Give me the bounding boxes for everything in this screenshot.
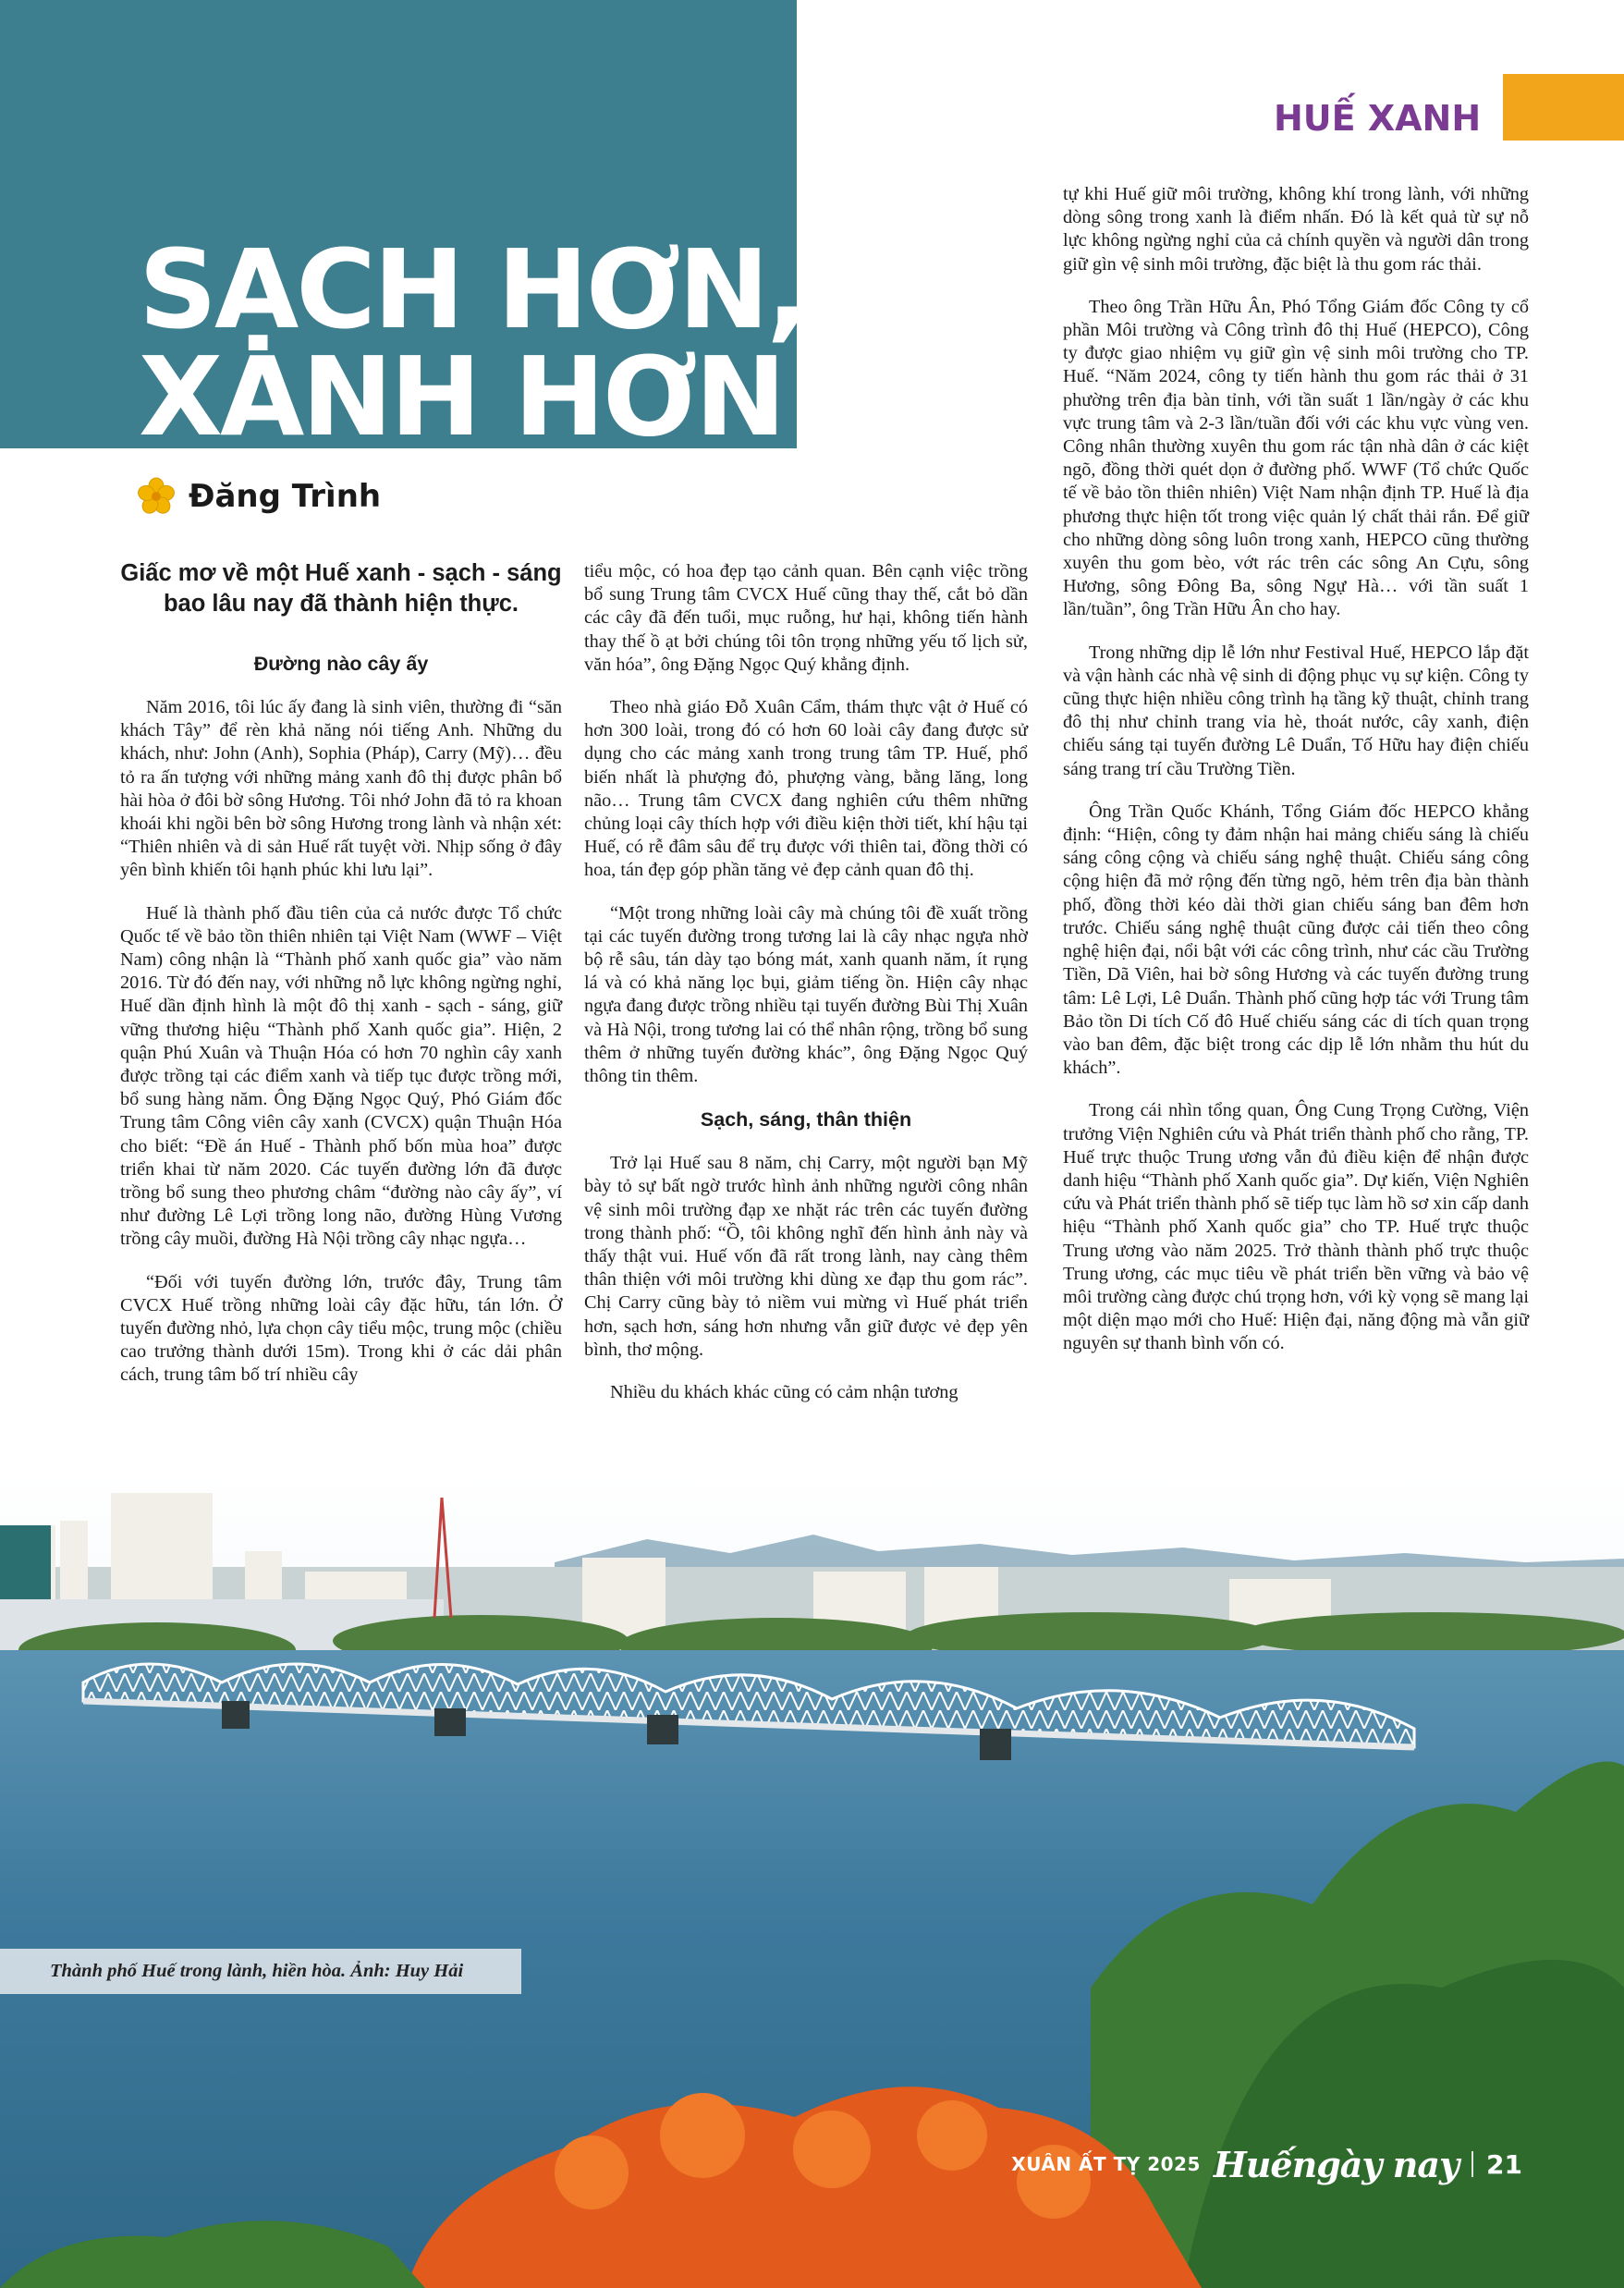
paragraph: Năm 2016, tôi lúc ấy đang là sinh viên, thường đi “săn khách Tây” để rèn khả năng nói tiếng Anh. Những du khách, như: John (Anh), Sophia (Pháp), Carry (Mỹ)… đều tỏ ra ấn tượng với những mảng xanh đô thị được phân bổ hài hòa ở đôi bờ sông Hương. Tôi nhớ John đã tỏ ra khoan khoái khi ngồi bên bờ sông Hương trong lành và nhận xét: “Thiên nhiên và di sản Huế rất tuyệt vời. Nhịp sống ở đây yên bình khiến tôi hạnh phúc khi lưu lại”.: [120, 697, 562, 881]
page-footer: [1011, 2141, 1522, 2187]
footer-divider: [1471, 2151, 1473, 2177]
paragraph: Nhiều du khách khác cũng có cảm nhận tương: [610, 1382, 959, 1403]
article-column-2: [584, 560, 1028, 1424]
subheading-sach-sang-than-thien: Sạch, sáng, thân thiện: [700, 1108, 912, 1132]
section-tag: HUẾ XANH: [1274, 98, 1482, 139]
photo-caption-text: Thành phố Huế trong lành, hiền hòa. Ảnh: Huy Hải: [50, 1961, 464, 1981]
article-title: [139, 226, 806, 460]
paragraph: Theo nhà giáo Đỗ Xuân Cẩm, thám thực vật ở Huế có hơn 300 loài, trong đó có hơn 60 loài cây đang được sử dụng cho các mảng xanh trong trung tâm TP. Huế, phổ biến nhất là phượng đỏ, phượng vàng, bằng lăng, long não… Trung tâm CVCX đang nghiên cứu thêm những chủng loại cây thích hợp với điều kiện thời tiết, khí hậu tại Huế, có rễ đâm sâu để trụ được với thiên tai, đồng thời có hoa, tán đẹp góp phần tăng vẻ đẹp cảnh quan đô thị.: [584, 697, 1028, 881]
paragraph: “Đối với tuyến đường lớn, trước đây, Trung tâm CVCX Huế trồng những loài cây đặc hữu, tán lớn. Ở tuyến đường nhỏ, lựa chọn cây tiểu mộc, trung mộc (chiều cao trưởng thành dưới 15m). Trong khi ở các dải phân cách, trung tâm bố trí nhiều cây: [120, 1271, 562, 1386]
paragraph: tự khi Huế giữ môi trường, không khí trong lành, với những dòng sông trong xanh là điểm nhấn. Đó là kết quả từ sự nỗ lực không ngừng nghỉ của cả chính quyền và người dân trong giữ gìn vệ sinh môi trường, đặc biệt là thu gom rác thải.: [1063, 184, 1529, 275]
paragraph: Huế là thành phố đầu tiên của cả nước được Tổ chức Quốc tế về bảo tồn thiên nhiên tại Việt Nam (WWF – Việt Nam) công nhận là “Thành phố xanh quốc gia” vào năm 2016. Từ đó đến nay, với những nỗ lực không ngừng nghỉ, Huế dần định hình là một đô thị xanh - sạch - sáng, giữ vững thương hiệu “Thành phố Xanh quốc gia”. Hiện, 2 quận Phú Xuân và Thuận Hóa có hơn 70 nghìn cây xanh được trồng tại các điểm xanh và tiếp tục được trồng mới, bổ sung hàng năm. Ông Đặng Ngọc Quý, Phó Giám đốc Trung tâm Công viên cây xanh (CVCX) quận Thuận Hóa cho biết: “Đề án Huế - Thành phố bốn mùa hoa” được triển khai từ năm 2020. Các tuyến đường lớn đã được trồng bổ sung theo phương châm “đường nào cây ấy”, ví như đường Lê Lợi trồng long não, đường Hùng Vương trồng cây muồi, đường Hà Nội trồng cây nhạc ngựa…: [120, 902, 562, 1250]
paragraph: “Một trong những loài cây mà chúng tôi đề xuất trồng tại các tuyến đường trong tương lai là cây nhạc ngựa nhờ bộ rễ sâu, tán dày tạo bóng mát, xanh quanh năm, ít rụng lá và có khả năng lọc bụi, giảm tiếng ồn. Hiện cây nhạc ngựa đang được trồng nhiều tại tuyến đường Bùi Thị Xuân và Hà Nội, trong tương lai có thể nhân rộng, trồng bổ sung thêm ở những tuyến đường khác”, ông Đặng Ngọc Quý thông tin thêm.: [584, 902, 1028, 1087]
magazine-brand: Huếngày nay: [1213, 2143, 1459, 2185]
paragraph: tiểu mộc, có hoa đẹp tạo cảnh quan. Bên cạnh việc trồng bổ sung Trung tâm CVCX Huế cũng thay thế, cắt bỏ dần các cây đã đến tuổi, mục ruỗng, hư hại, không tiến hành thay thế ồ ạt bởi chúng tôi tôn trọng những yếu tố lịch sử, văn hóa”, ông Đặng Ngọc Quý khẳng định.: [584, 561, 1028, 675]
byline: [137, 475, 381, 518]
paragraph: Trong những dịp lễ lớn như Festival Huế, HEPCO lắp đặt và vận hành các nhà vệ sinh di động phục vụ sự kiện. Công ty cũng thực hiện nhiều công trình hạ tầng kỹ thuật, chỉnh trang đô thị như chỉnh trang vỉa hè, thoát nước, cây xanh, điện chiếu sáng tại tuyến đường Lê Duẩn, Tố Hữu hay điện chiếu sáng trang trí cầu Trường Tiền.: [1063, 642, 1529, 779]
photo-caption: [0, 1949, 521, 1994]
author-name: Đăng Trình: [189, 478, 382, 515]
section-accent-bar: [1503, 74, 1624, 141]
title-line-1: SẠCH HƠN,: [139, 226, 806, 353]
flower-icon: [137, 477, 176, 516]
paragraph: Trong cái nhìn tổng quan, Ông Cung Trọng Cường, Viện trưởng Viện Nghiên cứu và Phát triển thành phố cho rằng, TP. Huế trực thuộc Trung ương vẫn đủ điều kiện để nhận được danh hiệu “Thành phố Xanh quốc gia”. Dự kiến, Viện Nghiên cứu và Phát triển thành phố sẽ tiếp tục làm hồ sơ xin cấp danh hiệu “Thành phố Xanh quốc gia” cho TP. Huế trực thuộc Trung ương vào năm 2025. Trở thành thành phố trực thuộc Trung ương, các mục tiêu về phát triển bền vững và bảo vệ môi trường càng được chú trọng hơn, với kỳ vọng sẽ mang lại một diện mạo mới cho Huế: Hiện đại, năng động mà vẫn giữ nguyên sự thanh bình vốn có.: [1063, 1100, 1529, 1354]
paragraph: Ông Trần Quốc Khánh, Tổng Giám đốc HEPCO khẳng định: “Hiện, công ty đảm nhận hai mảng chiếu sáng là chiếu sáng công cộng và chiếu sáng nghệ thuật. Chiếu sáng công cộng hiện đã mở rộng đến từng ngõ, hẻm trên địa bàn thành phố, đồng thời kéo dài thời gian chiếu sáng ban đêm hơn trước. Chiếu sáng nghệ thuật cũng được cải tiến theo công nghệ hiện đại, nổi bật với các công trình, như các cầu Trường Tiền, Dã Viên, hai bờ sông Hương và các tuyến đường trung tâm: Lê Lợi, Lê Duẩn. Thành phố cũng hợp tác với Trung tâm Bảo tồn Di tích Cố đô Huế chiếu sáng các di tích quan trọng vào ban đêm, đặc biệt trong các dịp lễ lớn nhằm thu hút du khách”.: [1063, 801, 1529, 1079]
title-line-2: XANH HƠN: [139, 332, 784, 460]
article-column-3: [1063, 183, 1529, 1376]
paragraph: Theo ông Trần Hữu Ân, Phó Tổng Giám đốc Công ty cổ phần Môi trường và Công trình đô thị Huế (HEPCO), Công ty được giao nhiệm vụ giữ gìn vệ sinh môi trường cho TP. Huế. “Năm 2024, công ty tiến hành thu gom rác thải ở 31 phường trên địa bàn tỉnh, với tần suất 1 lần/ngày ở các khu vực trung tâm và 2-3 lần/tuần đối với các khu vực vùng ven. Công nhân thường xuyên thu gom rác tận nhà dân ở các kiệt ngõ, đồng thời quét dọn ở đường phố. WWF (Tổ chức Quốc tế về bảo tồn thiên nhiên) Việt Nam nhận định TP. Huế là địa phương thực hiện tốt trong việc quản lý chất thải rắn. Để giữ cho những dòng sông luôn trong xanh, HEPCO cũng thường xuyên thu gom bèo, vớt rác trên các sông An Cựu, sông Hương, sông Đông Ba, sông Ngự Hà… với tần suất 1 lần/tuần”, ông Trần Hữu Ân cho hay.: [1063, 296, 1529, 620]
page-number: 21: [1486, 2148, 1522, 2180]
issue-label: XUÂN ẤT TỴ 2025: [1011, 2153, 1201, 2175]
subheading-duong-nao-cay-ay: Đường nào cây ấy: [253, 653, 429, 675]
paragraph: Trở lại Huế sau 8 năm, chị Carry, một người bạn Mỹ bày tỏ sự bất ngờ trước hình ảnh những người công nhân vệ sinh môi trường đạp xe nhặt rác trên các tuyến đường trong thành phố: “Ồ, tôi không nghĩ đến hình ảnh này và thấy thật vui. Huế vốn đã rất trong lành, nay càng thêm thân thiện với môi trường khi dùng xe đạp thu gom rác”. Chị Carry cũng bày tỏ niềm vui mừng vì Huế phát triển hơn, sạch hơn, sáng hơn nhưng vẫn giữ được vẻ đẹp yên bình, thơ mộng.: [584, 1153, 1028, 1360]
article-column-1: [120, 558, 562, 1407]
lead-paragraph: Giấc mơ về một Huế xanh - sạch - sáng bao lâu nay đã thành hiện thực.: [120, 560, 562, 617]
